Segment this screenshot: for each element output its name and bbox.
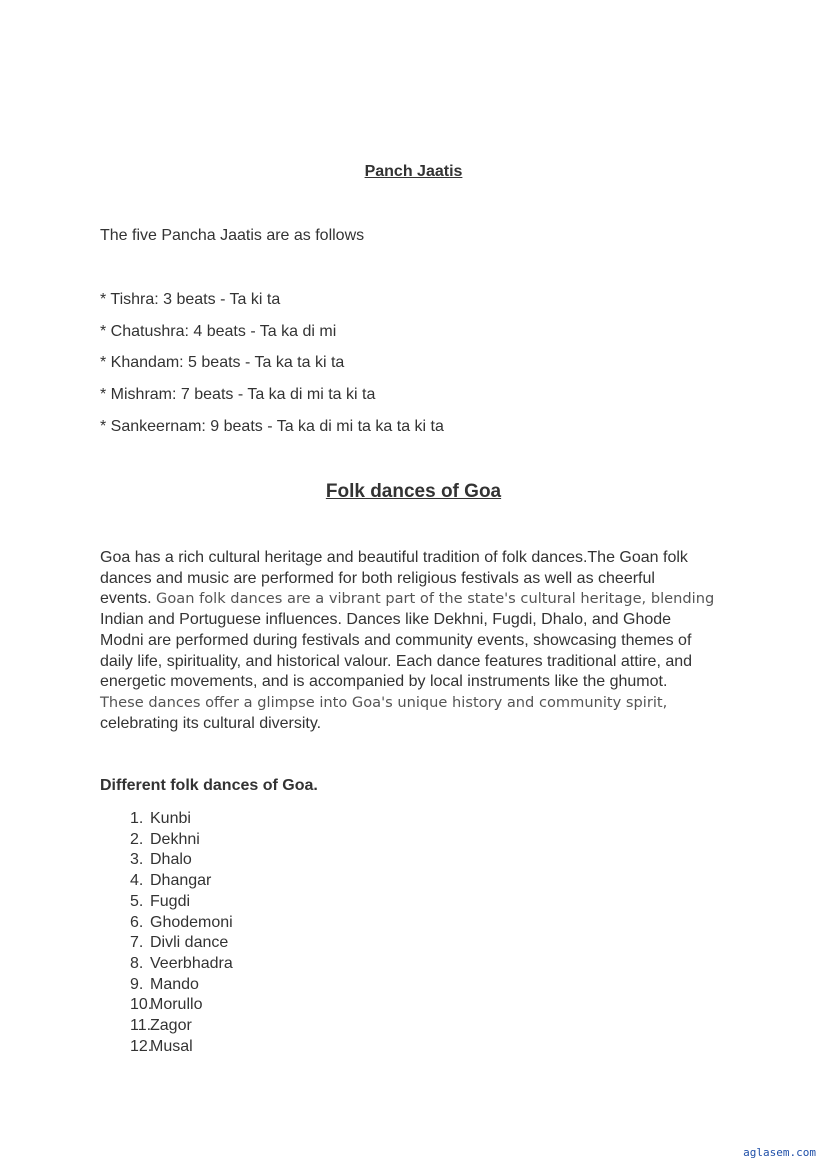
list-number: 8. (130, 954, 144, 972)
list-text: Kunbi (150, 810, 191, 827)
list-number: 6. (130, 913, 144, 931)
list-item (100, 933, 233, 954)
list-number: 3. (130, 851, 144, 869)
list-text: Dhalo (150, 851, 192, 869)
paragraph-line: Modni are performed during festivals and community events, showcasing themes of (100, 631, 692, 649)
list-item (100, 830, 233, 851)
list-item (100, 913, 233, 934)
panch-jaatis-intro: The five Pancha Jaatis are as follows (100, 227, 365, 244)
list-item (100, 975, 233, 996)
list-item (100, 995, 233, 1016)
list-text: Dhangar (150, 872, 212, 890)
list-item (100, 850, 233, 871)
list-text: Musal (150, 1037, 193, 1055)
paragraph-line (100, 589, 740, 610)
list-item (100, 1037, 233, 1058)
paragraph-line (100, 569, 740, 590)
list-text: Mando (150, 975, 199, 993)
paragraph-line: These dances offer a glimpse into Goa's unique history and community spirit, (100, 693, 668, 711)
list-text: Divli dance (150, 934, 229, 952)
list-number: 1. (130, 810, 144, 827)
list-item (100, 1016, 233, 1037)
jaati-item: * Mishram: 7 beats - Ta ka di mi ta ki ta (100, 386, 376, 403)
list-text: Dekhni (150, 830, 200, 848)
paragraph-line: celebrating its cultural diversity. (100, 714, 322, 732)
jaati-item: * Khandam: 5 beats - Ta ka ta ki ta (100, 354, 345, 371)
list-item (100, 871, 233, 892)
paragraph-line: Goa has a rich cultural heritage and beautiful tradition of folk dances.The Goan folk (100, 549, 688, 566)
panch-jaatis-heading: Panch Jaatis (364, 163, 463, 180)
footer-watermark-link[interactable]: aglasem.com (743, 1146, 816, 1159)
folk-dances-list (100, 809, 233, 1057)
list-item (100, 954, 233, 975)
list-number: 9. (130, 975, 144, 993)
list-number: 11. (130, 1017, 152, 1035)
jaati-item: * Sankeernam: 9 beats - Ta ka di mi ta ka ta ki ta (100, 418, 444, 435)
list-number: 7. (130, 934, 144, 952)
paragraph-line: Indian and Portuguese influences. Dances like Dekhni, Fugdi, Dhalo, and Ghode (100, 611, 672, 629)
jaati-item: * Tishra: 3 beats - Ta ki ta (100, 291, 281, 308)
list-number: 4. (130, 872, 144, 890)
folk-dances-list-heading: Different folk dances of Goa. (100, 777, 318, 794)
list-text: Morullo (150, 996, 203, 1014)
list-text: Ghodemoni (150, 913, 233, 931)
list-item (100, 809, 233, 830)
list-item (100, 892, 233, 913)
list-text: Fugdi (150, 892, 191, 910)
paragraph-text-light: Goan folk dances are a vibrant part of the state's cultural heritage, blending (156, 590, 715, 608)
list-text: Veerbhadra (150, 954, 233, 972)
list-number: 2. (130, 830, 144, 848)
list-number: 12. (130, 1037, 153, 1055)
jaati-item: * Chatushra: 4 beats - Ta ka di mi (100, 323, 337, 340)
paragraph-line: daily life, spirituality, and historical valour. Each dance features traditional attire, and (100, 652, 693, 670)
list-number: 10. (130, 996, 153, 1014)
list-text: Zagor (150, 1017, 192, 1035)
folk-dances-paragraph (100, 548, 740, 734)
paragraph-text: dances and music are performed for both religious festivals as well as cheerful (100, 569, 655, 587)
paragraph-line: energetic movements, and is accompanied by local instruments like the ghumot. (100, 673, 668, 691)
list-number: 5. (130, 892, 144, 910)
folk-dances-heading: Folk dances of Goa (325, 481, 502, 502)
paragraph-text: events. (100, 590, 157, 608)
